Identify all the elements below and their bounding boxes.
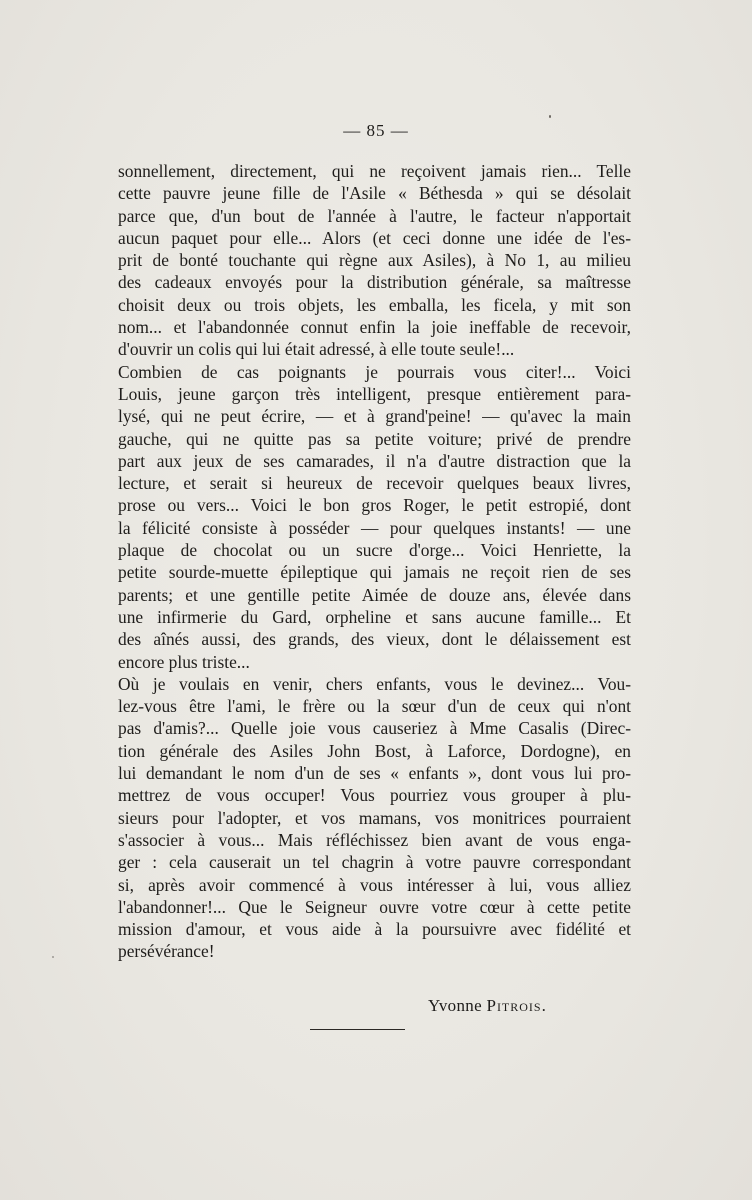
text-line: d'ouvrir un colis qui lui était adressé, à elle toute seule!... [118, 339, 515, 360]
text-line: mettrez de vous occuper! Vous pourriez vous grouper à plu- [118, 785, 631, 806]
page-number: — 85 — [343, 121, 409, 140]
text-line: prit de bonté touchante qui règne aux Asiles), à No 1, au milieu [118, 250, 631, 271]
text-line: lui demandant le nom d'un de ses « enfants », dont vous lui pro- [118, 763, 631, 784]
text-line: prose ou vers... Voici le bon gros Roger, le petit estropié, dont [118, 495, 631, 516]
text-line: tion générale des Asiles John Bost, à Laforce, Dordogne), en [118, 740, 631, 761]
text-line: petite sourde-muette épileptique qui jamais ne reçoit rien de ses [118, 562, 631, 583]
author-signature [428, 996, 547, 1016]
text-line: la félicité consiste à posséder — pour quelques instants! — une [118, 517, 631, 538]
text-line: si, après avoir commencé à vous intéresser à lui, vous alliez [118, 874, 631, 895]
text-line: cette pauvre jeune fille de l'Asile « Béthesda » qui se désolait [118, 183, 631, 204]
text-line: part aux jeux de ses camarades, il n'a d'autre distraction que la [118, 450, 631, 471]
text-line: l'abandonner!... Que le Seigneur ouvre votre cœur à cette petite [118, 896, 631, 917]
paper-speck [549, 115, 551, 118]
text-line: choisit deux ou trois objets, les emballa, les ficela, y mit son [118, 294, 631, 315]
body-text [118, 160, 631, 963]
text-line: parce que, d'un bout de l'année à l'autre, le facteur n'apportait [118, 205, 631, 226]
text-line: des cadeaux envoyés pour la distribution générale, sa maîtresse [118, 272, 631, 293]
text-line: pas d'amis?... Quelle joie vous causeriez à Mme Casalis (Direc- [118, 718, 631, 739]
text-line: sonnellement, directement, qui ne reçoivent jamais rien... Telle [118, 161, 631, 181]
text-line: aucun paquet pour elle... Alors (et ceci donne une idée de l'es- [118, 227, 631, 248]
text-line: plaque de chocolat ou un sucre d'orge... Voici Henriette, la [118, 540, 631, 561]
text-line: lysé, qui ne peut écrire, — et à grand'peine! — qu'avec la main [118, 406, 631, 427]
text-line: parents; et une gentille petite Aimée de douze ans, élevée dans [118, 584, 631, 605]
text-line: ger : cela causerait un tel chagrin à votre pauvre correspondant [118, 852, 631, 873]
text-line: Où je voulais en venir, chers enfants, vous le devinez... Vou- [118, 673, 631, 694]
text-line: Louis, jeune garçon très intelligent, presque entièrement para- [118, 383, 631, 404]
text-line: mission d'amour, et vous aide à la poursuivre avec fidélité et [118, 919, 631, 940]
closing-rule [310, 1029, 405, 1030]
text-line: persévérance! [118, 941, 215, 962]
text-line: des aînés aussi, des grands, des vieux, dont le délaissement est [118, 629, 631, 650]
text-line: s'associer à vous... Mais réfléchissez bien avant de vous enga- [118, 829, 631, 850]
text-line: sieurs pour l'adopter, et vos mamans, vos monitrices pourraient [118, 807, 631, 828]
text-line: nom... et l'abandonnée connut enfin la joie ineffable de recevoir, [118, 317, 631, 338]
signature-last-name: Pitrois. [486, 996, 547, 1015]
text-line: gauche, qui ne quitte pas sa petite voiture; privé de prendre [118, 428, 631, 449]
text-line: Combien de cas poignants je pourrais vous citer!... Voici [118, 361, 631, 382]
text-line: lecture, et serait si heureux de recevoir quelques beaux livres, [118, 473, 631, 494]
paper-speck [52, 956, 54, 958]
text-line: encore plus triste... [118, 651, 250, 672]
text-line: lez-vous être l'ami, le frère ou la sœur d'un de ceux qui n'ont [118, 696, 631, 717]
text-line: une infirmerie du Gard, orpheline et sans aucune famille... Et [118, 606, 631, 627]
signature-first-name: Yvonne [428, 996, 482, 1015]
